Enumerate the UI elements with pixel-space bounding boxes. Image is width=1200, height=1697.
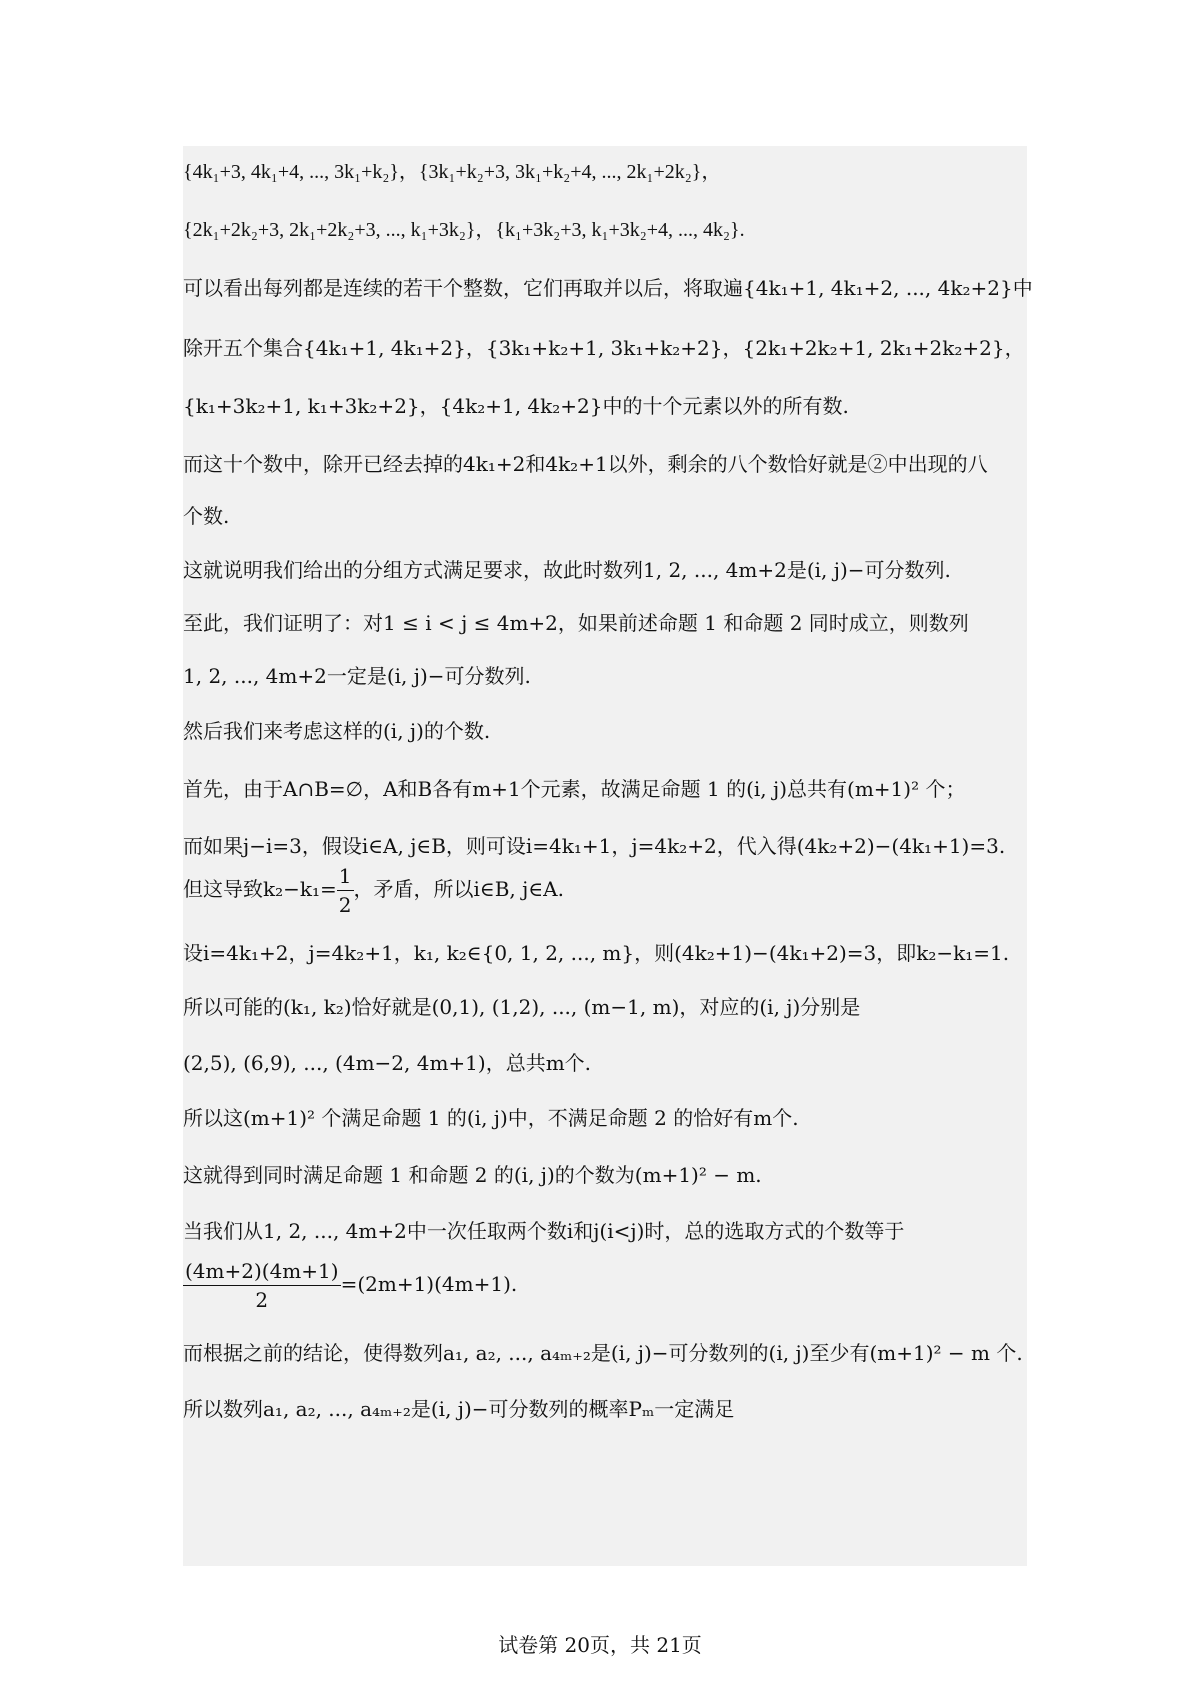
fraction-numerator: 1	[337, 862, 354, 891]
text-line: 然后我们来考虑这样的(i, j)的个数.	[183, 719, 491, 743]
text-line: {2k₁+2k₂+3, 2k₁+2k₂+3, ..., k₁+3k₂}，{k₁+3k₂+3, k₁+3k₂+4, ..., 4k₂}.	[183, 219, 745, 241]
text-line: 除开五个集合{4k₁+1, 4k₁+2}，{3k₁+k₂+1, 3k₁+k₂+2}，{2k₁+2k₂+1, 2k₁+2k₂+2}，	[183, 336, 1025, 360]
text-line: 而根据之前的结论，使得数列a₁, a₂, ..., a₄ₘ₊₂是(i, j)−可分数列的(i, j)至少有(m+1)² − m 个.	[183, 1341, 1023, 1365]
fraction-numerator: (4m+2)(4m+1)	[183, 1257, 341, 1286]
page-footer: 试卷第 20页，共 21页	[498, 1633, 702, 1657]
text-line: 个数.	[183, 504, 230, 528]
text-line: {k₁+3k₂+1, k₁+3k₂+2}，{4k₂+1, 4k₂+2}中的十个元素以外的所有数.	[183, 394, 849, 418]
contradiction-prefix: 但这导致k₂−k₁=	[183, 877, 337, 901]
text-line: 而这十个数中，除开已经去掉的4k₁+2和4k₂+1以外，剩余的八个数恰好就是②中出现的八	[183, 452, 988, 476]
text-line: 所以这(m+1)² 个满足命题 1 的(i, j)中，不满足命题 2 的恰好有m个.	[183, 1106, 799, 1130]
text-line: 可以看出每列都是连续的若干个整数，它们再取并以后，将取遍{4k₁+1, 4k₁+2, ..., 4k₂+2}中	[183, 276, 1033, 300]
contradiction-line	[183, 862, 1027, 919]
fraction-denominator: 2	[338, 893, 352, 917]
text-line: 首先，由于A∩B=∅，A和B各有m+1个元素，故满足命题 1 的(i, j)总共有(m+1)² 个；	[183, 777, 966, 801]
text-line: 所以可能的(k₁, k₂)恰好就是(0,1), (1,2), ..., (m−1, m)，对应的(i, j)分别是	[183, 995, 861, 1019]
text-line: 这就得到同时满足命题 1 和命题 2 的(i, j)的个数为(m+1)² − m.	[183, 1163, 762, 1187]
text-line: 设i=4k₁+2，j=4k₂+1，k₁, k₂∈{0, 1, 2, ..., m}，则(4k₂+1)−(4k₁+2)=3，即k₂−k₁=1.	[183, 941, 1010, 965]
fraction-denominator: 2	[255, 1288, 269, 1312]
text-line: (2,5), (6,9), ..., (4m−2, 4m+1)，总共m个.	[183, 1051, 592, 1075]
text-line: 所以数列a₁, a₂, ..., a₄ₘ₊₂是(i, j)−可分数列的概率Pₘ一定满足	[183, 1397, 735, 1421]
contradiction-suffix: ，矛盾，所以i∈B, j∈A.	[353, 877, 564, 901]
text-line: 这就说明我们给出的分组方式满足要求，故此时数列1, 2, ..., 4m+2是(i, j)−可分数列.	[183, 558, 951, 582]
text-line: {4k₁+3, 4k₁+4, ..., 3k₁+k₂}，{3k₁+k₂+3, 3k₁+k₂+4, ..., 2k₁+2k₂}，	[183, 161, 722, 183]
text-line: 1, 2, ..., 4m+2一定是(i, j)−可分数列.	[183, 664, 531, 688]
fraction	[337, 862, 354, 919]
text-line: 至此，我们证明了：对1 ≤ i < j ≤ 4m+2，如果前述命题 1 和命题 2 同时成立，则数列	[183, 611, 969, 635]
text-line: 当我们从1, 2, ..., 4m+2中一次任取两个数i和j(i<j)时，总的选取方式的个数等于	[183, 1219, 905, 1243]
fraction	[183, 1257, 341, 1314]
count-formula-suffix: =(2m+1)(4m+1).	[340, 1272, 518, 1296]
count-formula-line	[183, 1257, 1027, 1314]
text-line: 而如果j−i=3，假设i∈A, j∈B，则可设i=4k₁+1，j=4k₂+2，代入得(4k₂+2)−(4k₁+1)=3.	[183, 834, 1006, 858]
